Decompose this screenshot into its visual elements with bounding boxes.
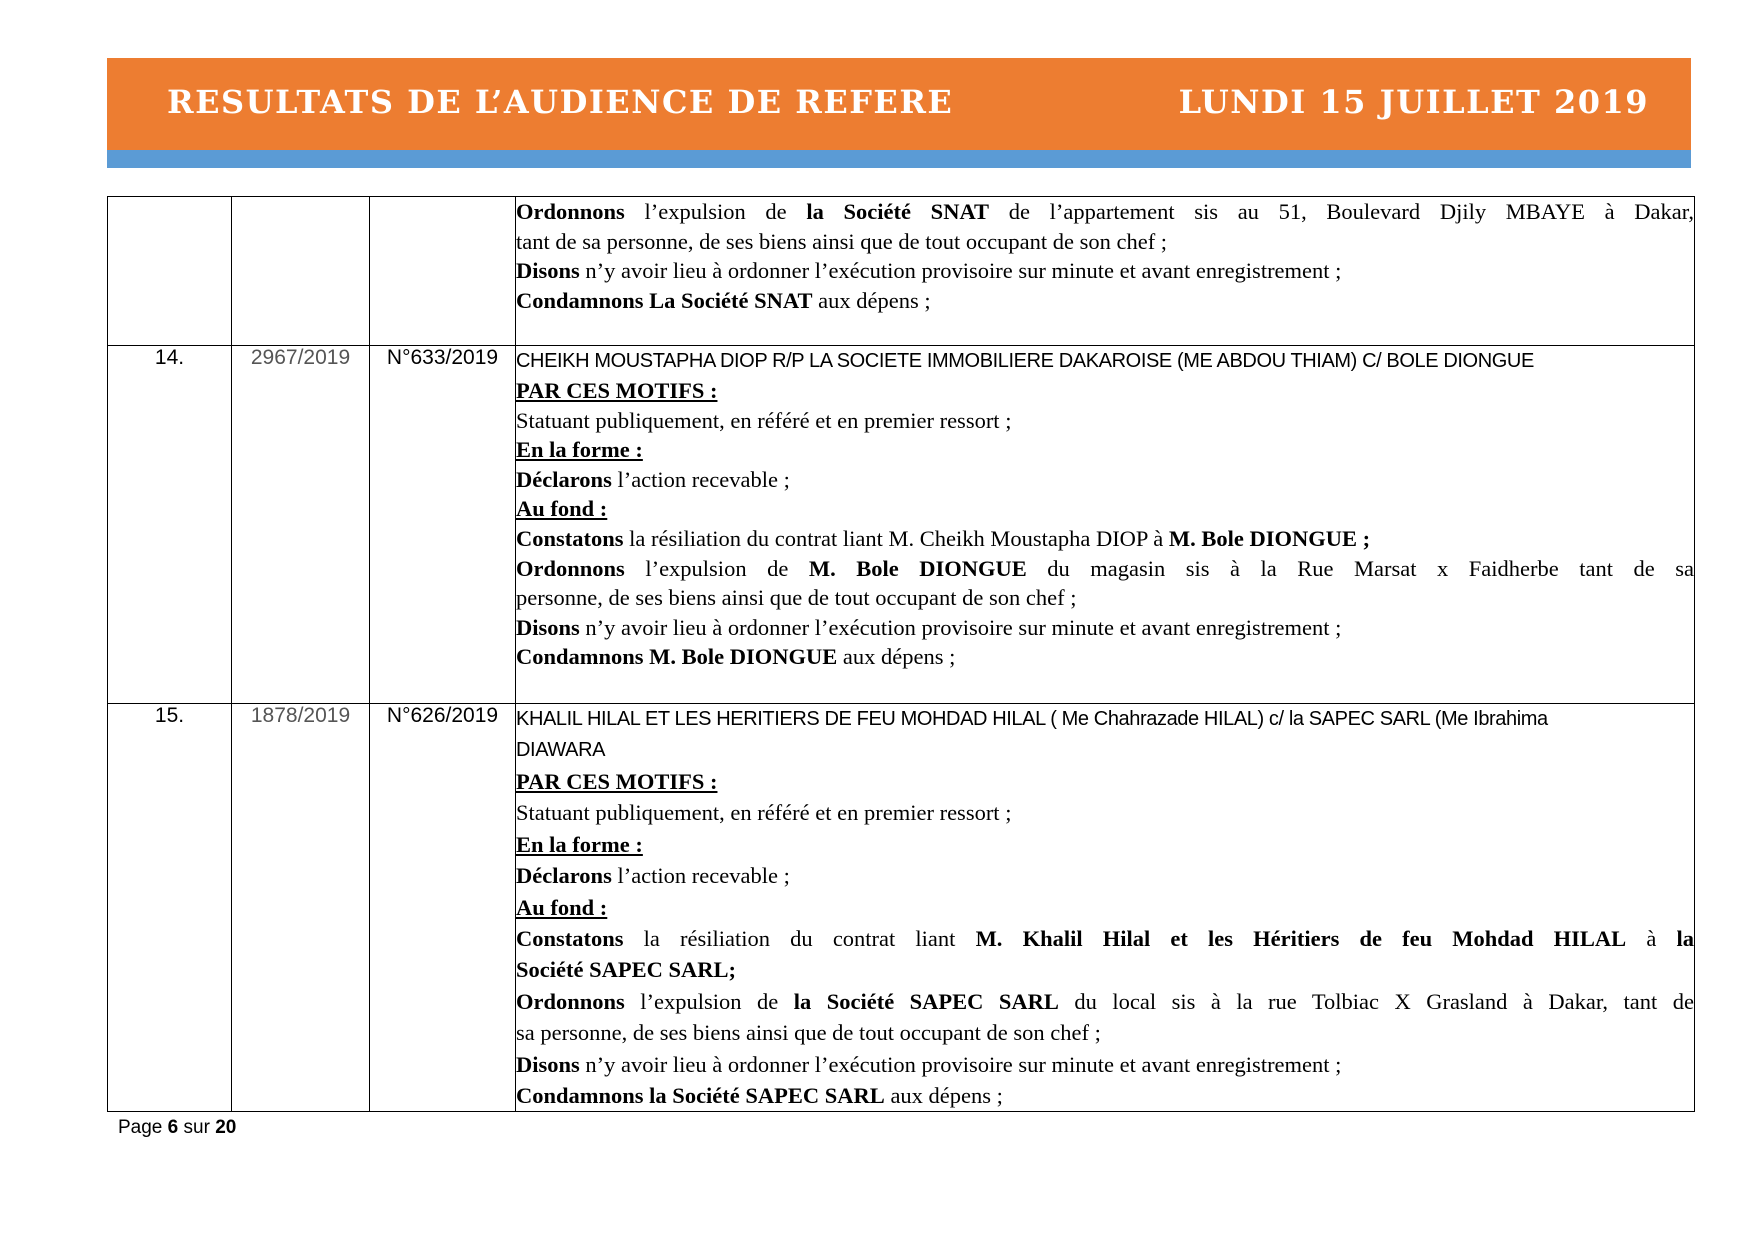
text-run: du magasin sis à la Rue Marsat x Faidherbe tant de sa	[1026, 555, 1694, 581]
decision-line	[516, 435, 1694, 465]
text-run: l’action recevable ;	[611, 863, 790, 889]
text-run: sa personne, de ses biens ainsi que de tout occupant de son chef ;	[516, 1020, 1101, 1046]
footer-total-pages: 20	[215, 1117, 237, 1138]
table-row	[108, 197, 1695, 346]
decision-text-cell	[516, 197, 1695, 346]
bold-text: Condamnons la Société SAPEC SARL	[516, 1083, 885, 1109]
decision-line	[516, 986, 1694, 1017]
decision-line	[516, 642, 1694, 672]
decision-line	[516, 286, 1694, 316]
section-heading: Au fond :	[516, 894, 608, 920]
order-number: N°626/2019	[370, 704, 516, 1112]
bold-text: M. Bole DIONGUE ;	[1168, 525, 1371, 551]
results-table	[107, 196, 1695, 1112]
row-number: 14.	[108, 346, 232, 704]
page-title: RESULTATS DE L’AUDIENCE DE REFERE	[167, 83, 954, 121]
bold-text: Ordonnons	[516, 555, 625, 581]
bold-text: Disons	[516, 614, 580, 640]
bold-text: Constatons	[516, 525, 624, 551]
section-heading: En la forme :	[516, 831, 643, 857]
decision-line	[516, 227, 1694, 257]
case-number-cell	[232, 197, 370, 346]
bold-text: la Société SAPEC SARL	[793, 988, 1059, 1014]
text-run: aux dépens ;	[884, 1083, 1003, 1109]
decision-line	[516, 1080, 1694, 1111]
footer-current-page: 6	[167, 1117, 179, 1138]
hearing-date: LUNDI 15 JUILLET 2019	[1178, 83, 1649, 121]
decision-line	[516, 613, 1694, 643]
text-run: de l’appartement sis au 51, Boulevard Djily MBAYE à Dakar,	[989, 199, 1694, 224]
text-run: aux dépens ;	[837, 644, 956, 670]
bold-text: Disons	[516, 258, 580, 284]
section-heading: En la forme :	[516, 437, 643, 463]
text-run: l’expulsion de	[624, 199, 807, 224]
bold-text: Condamnons La Société SNAT	[516, 287, 813, 313]
row-number: 15.	[108, 704, 232, 1112]
bold-text: Condamnons M. Bole DIONGUE	[516, 644, 838, 670]
header-stripe	[107, 150, 1691, 168]
text-run: Statuant publiquement, en référé et en premier ressort ;	[516, 407, 1012, 433]
text-run: n’y avoir lieu à ordonner l’exécution provisoire sur minute et avant enregistrement ;	[579, 614, 1342, 640]
decision-line	[516, 554, 1694, 584]
parties-line	[516, 735, 1694, 766]
decision-text-cell	[516, 704, 1695, 1112]
table-row	[108, 346, 1695, 704]
decision-line	[516, 494, 1694, 524]
text-run: n’y avoir lieu à ordonner l’exécution provisoire sur minute et avant enregistrement ;	[579, 1051, 1342, 1077]
text-run: l’action recevable ;	[611, 466, 790, 492]
order-number: N°633/2019	[370, 346, 516, 704]
bold-text: Déclarons	[516, 863, 612, 889]
case-number: 2967/2019	[232, 346, 370, 704]
bold-text: Disons	[516, 1051, 580, 1077]
decision-line	[516, 1017, 1694, 1048]
text-run: n’y avoir lieu à ordonner l’exécution provisoire sur minute et avant enregistrement ;	[579, 258, 1342, 284]
decision-line	[516, 376, 1694, 406]
row-number-cell	[108, 197, 232, 346]
text-run: Statuant publiquement, en référé et en premier ressort ;	[516, 800, 1012, 826]
decision-line	[516, 954, 1694, 985]
bold-text: Ordonnons	[516, 988, 625, 1014]
text-run: l’expulsion de	[624, 988, 794, 1014]
decision-line	[516, 892, 1694, 923]
section-heading: Au fond :	[516, 496, 608, 522]
decision-line	[516, 197, 1694, 227]
footer-sur-word: sur	[183, 1117, 210, 1138]
decision-line	[516, 829, 1694, 860]
decision-line	[516, 860, 1694, 891]
case-number: 1878/2019	[232, 704, 370, 1112]
decision-line	[516, 524, 1694, 554]
text-run: aux dépens ;	[812, 287, 931, 313]
bold-text: M. Bole DIONGUE	[808, 555, 1027, 581]
decision-line	[516, 1049, 1694, 1080]
parties-line	[516, 704, 1694, 735]
footer-page-word: Page	[118, 1117, 163, 1138]
text-run: CHEIKH MOUSTAPHA DIOP R/P LA SOCIETE IMMOBILIERE DAKAROISE (ME ABDOU THIAM) C/ BOLE DIONGUE	[516, 350, 1534, 372]
bold-text: la	[1676, 926, 1694, 952]
bold-text: Constatons	[516, 926, 624, 952]
decision-line	[516, 465, 1694, 495]
bold-text: la Société SNAT	[806, 199, 990, 224]
table-row	[108, 704, 1695, 1112]
text-run: à	[1626, 926, 1677, 952]
text-run: la résiliation du contrat liant	[623, 926, 976, 952]
text-run: du local sis à la rue Tolbiac X Grasland à Dakar, tant de	[1058, 988, 1694, 1014]
section-heading: PAR CES MOTIFS :	[516, 378, 718, 403]
text-run: personne, de ses biens ainsi que de tout occupant de son chef ;	[516, 585, 1077, 611]
decision-text-cell	[516, 346, 1695, 704]
decision-line	[516, 583, 1694, 613]
decision-line	[516, 256, 1694, 286]
decision-line	[516, 797, 1694, 828]
decision-line	[516, 766, 1694, 797]
order-number-cell	[370, 197, 516, 346]
text-run: KHALIL HILAL ET LES HERITIERS DE FEU MOHDAD HILAL ( Me Chahrazade HILAL) c/ la SAPEC SARL (Me Ibrahima	[516, 708, 1548, 730]
decision-line	[516, 406, 1694, 436]
page-footer	[118, 1117, 236, 1139]
bold-text: M. Khalil Hilal et les Héritiers de feu Mohdad HILAL	[975, 926, 1627, 952]
section-heading: PAR CES MOTIFS :	[516, 769, 718, 794]
parties-line	[516, 346, 1694, 376]
decision-line	[516, 923, 1694, 954]
text-run: la résiliation du contrat liant M. Cheikh Moustapha DIOP à	[623, 525, 1169, 551]
text-run: l’expulsion de	[624, 555, 809, 581]
bold-text: Société SAPEC SARL;	[516, 957, 736, 983]
text-run: DIAWARA	[516, 739, 606, 761]
text-run: tant de sa personne, de ses biens ainsi que de tout occupant de son chef ;	[516, 228, 1168, 254]
bold-text: Ordonnons	[516, 199, 625, 224]
bold-text: Déclarons	[516, 466, 612, 492]
